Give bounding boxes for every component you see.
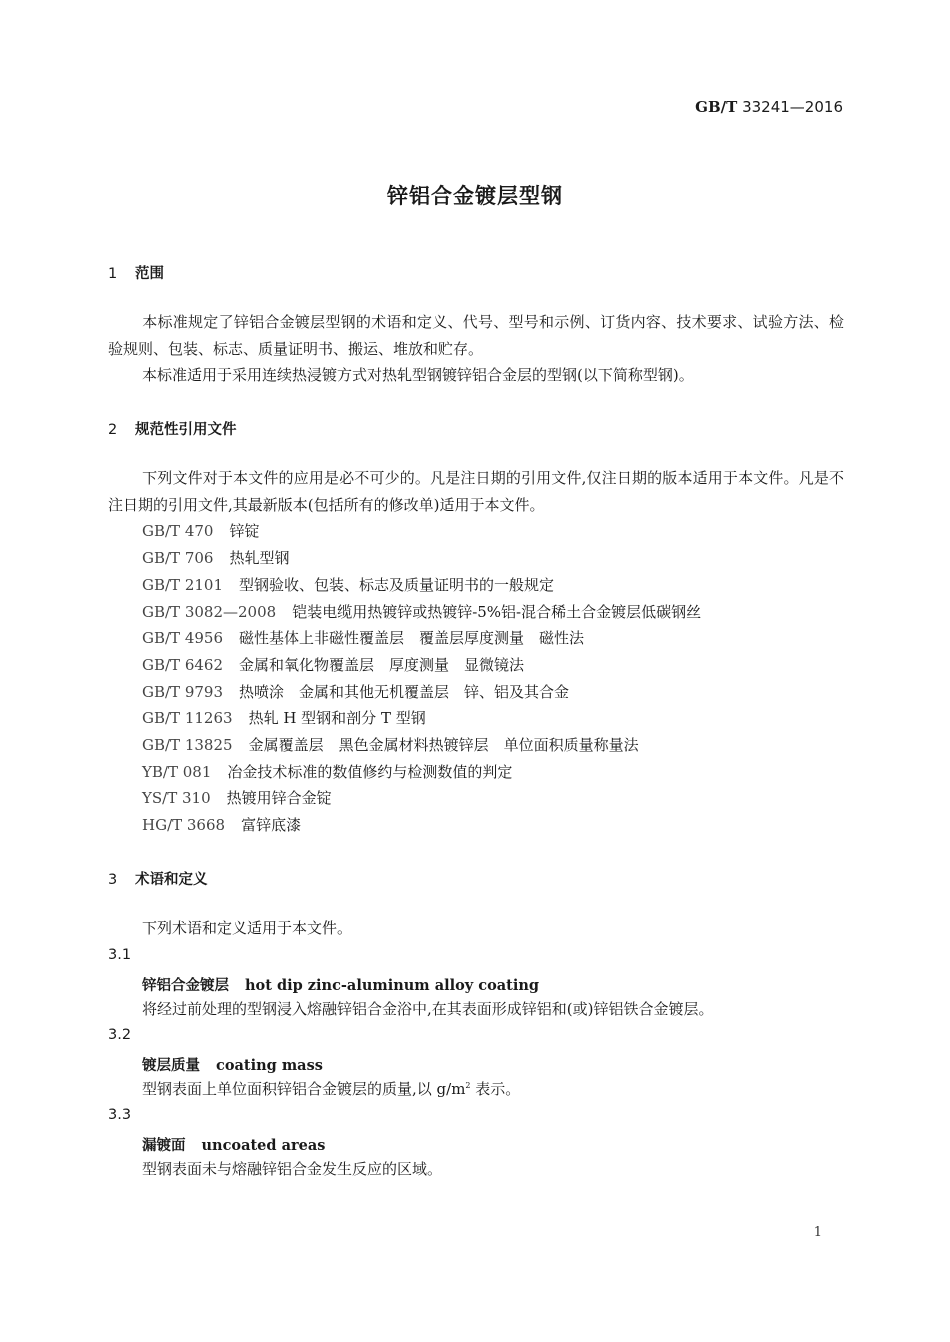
reference-code: GB/T 9793 bbox=[142, 683, 224, 701]
term-heading bbox=[142, 974, 539, 995]
reference-code: YS/T 310 bbox=[142, 789, 211, 807]
reference-title: 型钢验收、包装、标志及质量证明书的一般规定 bbox=[239, 576, 555, 594]
reference-title: 富锌底漆 bbox=[241, 816, 302, 834]
reference-title: 锌锭 bbox=[229, 522, 260, 540]
section-3-intro: 下列术语和定义适用于本文件。 bbox=[142, 919, 353, 937]
section-1-heading bbox=[108, 262, 164, 283]
reference-title: 热镀用锌合金锭 bbox=[226, 789, 332, 807]
reference-item bbox=[142, 814, 301, 835]
standard-code: 33241—2016 bbox=[742, 98, 843, 116]
reference-code: GB/T 6462 bbox=[142, 656, 224, 674]
reference-code: GB/T 13825 bbox=[142, 736, 233, 754]
reference-code: GB/T 706 bbox=[142, 549, 214, 567]
reference-item bbox=[142, 601, 701, 622]
reference-item bbox=[142, 761, 512, 782]
section-title: 规范性引用文件 bbox=[135, 422, 237, 438]
term-english: coating mass bbox=[216, 1057, 323, 1074]
reference-item bbox=[142, 574, 554, 595]
reference-item bbox=[142, 787, 332, 808]
reference-item bbox=[142, 547, 289, 568]
section-number: 3 bbox=[108, 872, 118, 888]
paragraph-text: 下列文件对于本文件的应用是必不可少的。凡是注日期的引用文件,仅注日期的版本适用于本文件。凡是不注日期的引用文件,其最新版本(包括所有的修改单)适用于本文件。 bbox=[108, 469, 844, 514]
reference-code: GB/T 11263 bbox=[142, 709, 233, 727]
section-number: 2 bbox=[108, 422, 118, 438]
term-definition bbox=[142, 1078, 520, 1099]
page-number: 1 bbox=[813, 1225, 822, 1240]
standard-number bbox=[695, 98, 843, 116]
clause-number: 3.3 bbox=[108, 1107, 132, 1123]
section-2-intro bbox=[108, 465, 844, 518]
reference-code: HG/T 3668 bbox=[142, 816, 226, 834]
reference-code: GB/T 3082—2008 bbox=[142, 603, 277, 621]
section-title: 范围 bbox=[135, 266, 164, 282]
reference-title: 热喷涂 金属和其他无机覆盖层 锌、铝及其合金 bbox=[239, 683, 570, 701]
clause-number: 3.2 bbox=[108, 1027, 132, 1043]
reference-code: GB/T 2101 bbox=[142, 576, 224, 594]
superscript: 2 bbox=[465, 1081, 471, 1090]
section-number: 1 bbox=[108, 266, 118, 282]
term-definition: 型钢表面未与熔融锌铝合金发生反应的区域。 bbox=[142, 1160, 443, 1178]
standard-prefix: GB/T bbox=[695, 98, 738, 116]
reference-item bbox=[142, 654, 524, 675]
term-chinese: 镀层质量 bbox=[142, 1058, 200, 1074]
reference-code: GB/T 470 bbox=[142, 522, 214, 540]
term-definition: 将经过前处理的型钢浸入熔融锌铝合金浴中,在其表面形成锌铝和(或)锌铝铁合金镀层。 bbox=[142, 1000, 714, 1018]
reference-item bbox=[142, 707, 426, 728]
term-english: hot dip zinc-aluminum alloy coating bbox=[245, 977, 540, 994]
clause-number: 3.1 bbox=[108, 947, 132, 963]
reference-item bbox=[142, 681, 569, 702]
section-2-heading bbox=[108, 418, 237, 439]
term-chinese: 锌铝合金镀层 bbox=[142, 978, 229, 994]
term-heading bbox=[142, 1134, 325, 1155]
term-heading bbox=[142, 1054, 323, 1075]
reference-title: 磁性基体上非磁性覆盖层 覆盖层厚度测量 磁性法 bbox=[239, 629, 585, 647]
reference-title: 冶金技术标准的数值修约与检测数值的判定 bbox=[227, 763, 513, 781]
term-chinese: 漏镀面 bbox=[142, 1138, 186, 1154]
reference-title: 铠装电缆用热镀锌或热镀锌-5%铝-混合稀土合金镀层低碳钢丝 bbox=[292, 603, 702, 621]
reference-title: 金属覆盖层 黑色金属材料热镀锌层 单位面积质量称量法 bbox=[248, 736, 639, 754]
reference-item bbox=[142, 627, 584, 648]
section-1-paragraph-1 bbox=[108, 309, 844, 362]
term-english: uncoated areas bbox=[201, 1137, 326, 1154]
definition-text-end: 表示。 bbox=[470, 1080, 521, 1098]
section-1-paragraph-2: 本标准适用于采用连续热浸镀方式对热轧型钢镀锌铝合金层的型钢(以下简称型钢)。 bbox=[142, 366, 694, 384]
paragraph-text: 本标准规定了锌铝合金镀层型钢的术语和定义、代号、型号和示例、订货内容、技术要求、试验方法、检验规则、包装、标志、质量证明书、搬运、堆放和贮存。 bbox=[108, 313, 844, 358]
reference-item bbox=[142, 520, 259, 541]
definition-text: 型钢表面上单位面积锌铝合金镀层的质量,以 g/m bbox=[142, 1080, 466, 1098]
reference-title: 热轧型钢 bbox=[229, 549, 290, 567]
reference-code: YB/T 081 bbox=[142, 763, 212, 781]
reference-title: 金属和氧化物覆盖层 厚度测量 显微镜法 bbox=[239, 656, 525, 674]
section-title: 术语和定义 bbox=[135, 872, 208, 888]
document-title: 锌铝合金镀层型钢 bbox=[387, 184, 563, 208]
reference-item bbox=[142, 734, 639, 755]
reference-title: 热轧 H 型钢和剖分 T 型钢 bbox=[248, 709, 426, 727]
section-3-heading bbox=[108, 868, 208, 889]
reference-code: GB/T 4956 bbox=[142, 629, 224, 647]
